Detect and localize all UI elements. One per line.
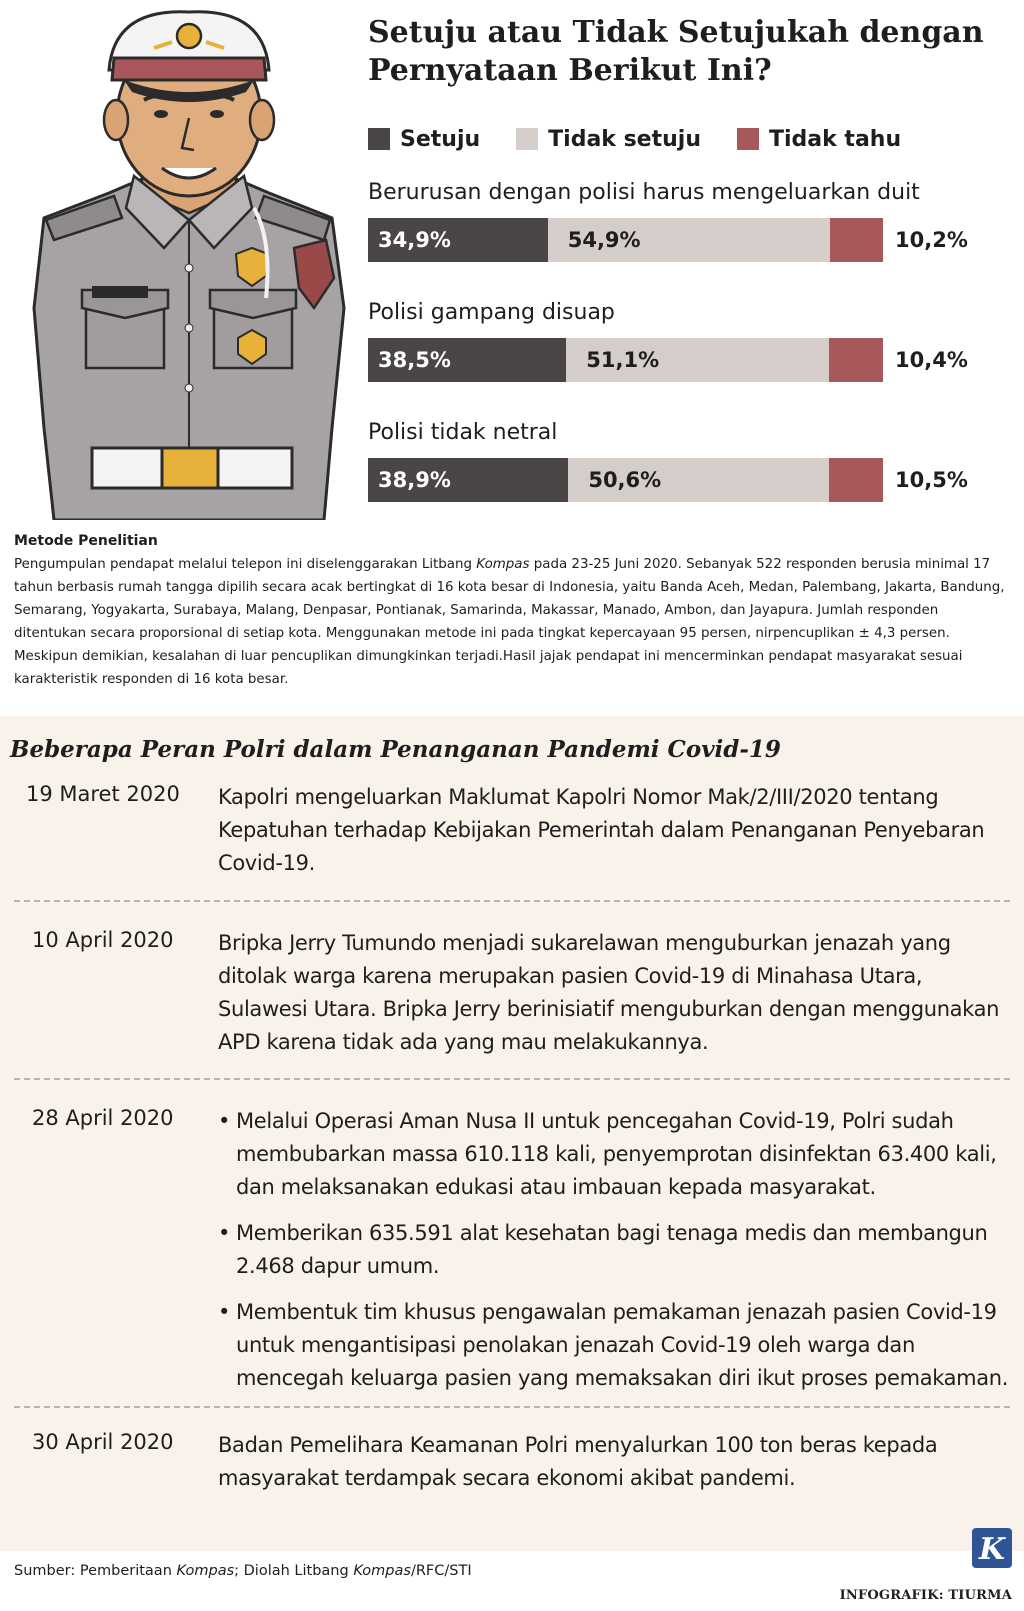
bar-label-setuju: 38,5% xyxy=(378,348,451,372)
timeline-date: 28 April 2020 xyxy=(32,1106,174,1130)
bullet-dot: • xyxy=(218,1300,231,1324)
legend-swatch-tidak-setuju xyxy=(516,128,538,150)
bar-label-tidak-setuju: 51,1% xyxy=(586,348,660,372)
timeline-title: Beberapa Peran Polri dalam Penanganan Pandemi Covid-19 xyxy=(10,736,781,763)
bullet-item xyxy=(218,1105,1014,1204)
kompas-logo-icon xyxy=(972,1528,1012,1568)
method-text-kompas: Kompas xyxy=(476,557,530,572)
legend-swatch-setuju xyxy=(368,128,390,150)
source-kompas-2: Kompas xyxy=(353,1563,411,1579)
stacked-bar xyxy=(368,458,968,502)
legend-label-tidak-tahu: Tidak tahu xyxy=(769,126,902,152)
bullet-dot: • xyxy=(218,1109,231,1133)
source-kompas-1: Kompas xyxy=(176,1563,235,1579)
question-label: Polisi tidak netral xyxy=(368,420,558,445)
source-part2: ; Diolah Litbang xyxy=(234,1563,354,1579)
bullet-dot: • xyxy=(218,1221,231,1245)
divider xyxy=(14,1406,1010,1408)
bar-label-tidak-setuju: 54,9% xyxy=(567,228,641,252)
bar-segment-tidak-tahu xyxy=(830,218,883,262)
source-note xyxy=(14,1563,472,1579)
bullet-text: Melalui Operasi Aman Nusa II untuk pencegahan Covid-19, Polri sudah membubarkan massa 610.118 kali, penyemprotan disinfektan 63.400 kali, dan melaksanakan edukasi atau imbauan kepada masyarakat. xyxy=(236,1109,997,1199)
bar-label-tidak-setuju: 50,6% xyxy=(588,468,662,492)
timeline-date: 10 April 2020 xyxy=(32,928,174,952)
chart-legend xyxy=(368,122,937,156)
legend-label-tidak-setuju: Tidak setuju xyxy=(548,126,701,152)
stacked-bar xyxy=(368,218,968,262)
bullet-item xyxy=(218,1217,1014,1283)
bullet-item xyxy=(218,1296,1014,1395)
bar-segment-tidak-tahu xyxy=(829,338,883,382)
bullet-text: Memberikan 635.591 alat kesehatan bagi tenaga medis dan membangun 2.468 dapur umum. xyxy=(236,1221,988,1278)
bar-label-setuju: 34,9% xyxy=(378,228,451,252)
source-part1: Sumber: Pemberitaan xyxy=(14,1563,177,1579)
bullet-text: Membentuk tim khusus pengawalan pemakaman jenazah pasien Covid-19 untuk mengantisipasi penolakan jenazah Covid-19 oleh warga dan mencegah keluarga pasien yang memaksakan diri ikut proses pemakaman. xyxy=(236,1300,1009,1390)
infographic-credit: INFOGRAFIK: TIURMA xyxy=(839,1588,1012,1603)
legend-item-tidak-setuju xyxy=(516,127,701,152)
bar-label-tidak-tahu: 10,5% xyxy=(895,468,968,492)
question-label: Polisi gampang disuap xyxy=(368,300,615,325)
stacked-bar-chart xyxy=(368,182,1018,522)
timeline-date: 19 Maret 2020 xyxy=(26,782,180,806)
divider xyxy=(14,900,1010,902)
method-text xyxy=(14,553,1014,691)
bar-label-setuju: 38,9% xyxy=(378,468,451,492)
timeline-bullets xyxy=(218,1105,1014,1408)
timeline-text: Bripka Jerry Tumundo menjadi sukarelawan menguburkan jenazah yang ditolak warga karena merupakan pasien Covid-19 di Minahasa Utara, Sulawesi Utara. Bripka Jerry berinisiatif menguburkan dengan menggunakan APD karena tidak ada yang mau melakukannya. xyxy=(218,931,1000,1054)
method-title: Metode Penelitian xyxy=(14,533,158,549)
question-label: Berurusan dengan polisi harus mengeluarkan duit xyxy=(368,180,920,205)
legend-item-tidak-tahu xyxy=(737,127,901,152)
chart-title: Setuju atau Tidak Setujukah dengan Pernyataan Berikut Ini? xyxy=(368,15,984,88)
stacked-bar xyxy=(368,338,968,382)
legend-swatch-tidak-tahu xyxy=(737,128,759,150)
police-officer-illustration xyxy=(14,8,359,520)
bar-segment-tidak-tahu xyxy=(829,458,883,502)
bar-label-tidak-tahu: 10,2% xyxy=(895,228,968,252)
timeline-text: Kapolri mengeluarkan Maklumat Kapolri Nomor Mak/2/III/2020 tentang Kepatuhan terhadap Kebijakan Pemerintah dalam Penanganan Penyebaran Covid-19. xyxy=(218,785,985,875)
timeline-section xyxy=(0,716,1024,1551)
divider xyxy=(14,1078,1010,1080)
method-text-part1: Pengumpulan pendapat melalui telepon ini diselenggarakan Litbang xyxy=(14,557,477,572)
source-part3: /RFC/STI xyxy=(410,1563,472,1579)
legend-item-setuju xyxy=(368,127,480,152)
bar-label-tidak-tahu: 10,4% xyxy=(895,348,968,372)
logo-letter: K xyxy=(978,1532,1006,1567)
timeline-text: Badan Pemelihara Keamanan Polri menyalurkan 100 ton beras kepada masyarakat terdampak secara ekonomi akibat pandemi. xyxy=(218,1433,938,1490)
method-text-part2: pada 23-25 Juni 2020. Sebanyak 522 responden berusia minimal 17 tahun berbasis rumah tangga dipilih secara acak bertingkat di 16 kota besar di Indonesia, yaitu Banda Aceh, Medan, Palembang, Jakarta, Bandung, Semarang, Yogyakarta, Surabaya, Malang, Denpasar, Pontianak, Samarinda, Makassar, Manado, Ambon, dan Jayapura. Jumlah responden ditentukan secara proporsional di setiap kota. Menggunakan metode ini pada tingkat kepercayaan 95 persen, nirpencuplikan ± 4,3 persen. Meskipun demikian, kesalahan di luar pencuplikan dimungkinkan terjadi.Hasil jajak pendapat ini mencerminkan pendapat masyarakat sesuai karakteristik responden di 16 kota besar. xyxy=(14,557,1005,687)
legend-label-setuju: Setuju xyxy=(400,126,481,152)
research-method xyxy=(14,530,1014,691)
timeline-date: 30 April 2020 xyxy=(32,1430,174,1454)
